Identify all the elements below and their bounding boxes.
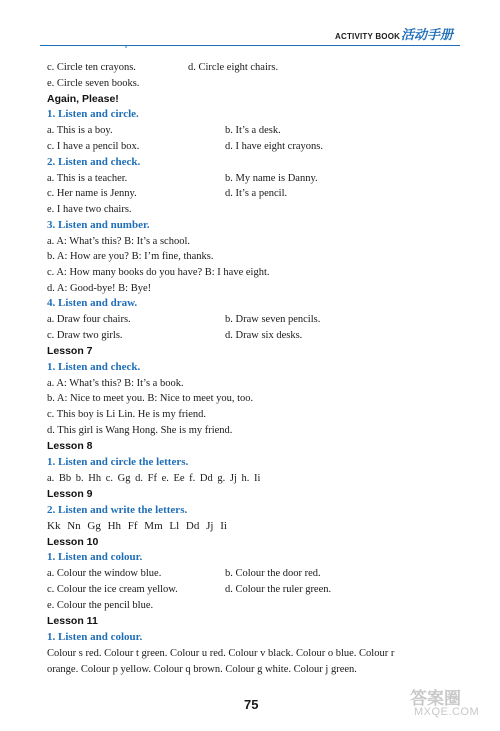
answer-line: c. I have a pencil box.: [47, 141, 140, 152]
exercise-title: 4. Listen and draw.: [47, 297, 138, 309]
exercise-title: 1. Listen and colour.: [47, 631, 143, 643]
answer-line: a. A: What’s this? B: It’s a book.: [47, 378, 184, 389]
answer-line: b. A: How are you? B: I’m fine, thanks.: [47, 251, 214, 262]
exercise-title: 1. Listen and circle the letters.: [47, 456, 189, 468]
answer-line: a. A: What’s this? B: It’s a school.: [47, 236, 191, 247]
answer-line: a. Colour the window blue.: [47, 568, 162, 579]
activity-book-label: ACTIVITY BOOK: [335, 32, 401, 41]
activity-book-cn-label: 活动手册: [401, 28, 454, 43]
answer-line: d. It’s a pencil.: [225, 188, 288, 199]
answer-line: e. I have two chairs.: [47, 204, 132, 215]
lesson-title: Lesson 8: [47, 440, 93, 452]
answer-line: c. Draw two girls.: [47, 330, 123, 341]
header-rule: [40, 45, 460, 46]
answer-line: e. Colour the pencil blue.: [47, 600, 154, 611]
answer-line: c. Her name is Jenny.: [47, 188, 137, 199]
answer-line: orange. Colour p yellow. Colour q brown. Colour g white. Colour j green.: [47, 664, 357, 675]
answer-line: d. This girl is Wang Hong. She is my friend.: [47, 425, 233, 436]
answer-line: c. This boy is Li Lin. He is my friend.: [47, 409, 207, 420]
exercise-title: 1. Listen and circle.: [47, 108, 139, 120]
exercise-title: 2. Listen and check.: [47, 156, 141, 168]
answer-line: a. This is a boy.: [47, 125, 113, 136]
answer-line: Colour s red. Colour t green. Colour u red. Colour v black. Colour o blue. Colour r: [47, 648, 395, 659]
answer-line: b. It’s a desk.: [225, 125, 281, 136]
lesson-title: Lesson 9: [47, 488, 93, 500]
exercise-title: 3. Listen and number.: [47, 219, 150, 231]
watermark-cn: 答案圈: [410, 689, 461, 709]
answer-line: b. A: Nice to meet you. B: Nice to meet you, too.: [47, 393, 254, 404]
lesson-title: Lesson 10: [47, 536, 99, 548]
answer-line: c. Colour the ice cream yellow.: [47, 584, 178, 595]
decorative-dot: [125, 46, 127, 48]
answer-line: c. A: How many books do you have? B: I have eight.: [47, 267, 270, 278]
answer-line: a. Bb b. Hh c. Gg d. Ff e. Ee f. Dd g. Jj h. Ii: [47, 473, 261, 484]
answer-line: d. Circle eight chairs.: [188, 62, 279, 73]
answer-line: d. A: Good-bye! B: Bye!: [47, 283, 152, 294]
exercise-title: 1. Listen and check.: [47, 361, 141, 373]
exercise-title: 2. Listen and write the letters.: [47, 504, 188, 516]
watermark-logo: [410, 684, 488, 724]
answer-line: a. This is a teacher.: [47, 173, 128, 184]
answer-line: b. Draw seven pencils.: [225, 314, 321, 325]
answer-line: a. Draw four chairs.: [47, 314, 131, 325]
answer-line: Kk Nn Gg Hh Ff Mm Ll Dd Jj Ii: [47, 520, 227, 532]
answer-line: d. Draw six desks.: [225, 330, 303, 341]
answer-line: d. I have eight crayons.: [225, 141, 323, 152]
lesson-title: Lesson 11: [47, 615, 98, 627]
section-title: Again, Please!: [47, 93, 119, 105]
page-number: 75: [244, 697, 259, 712]
exercise-title: 1. Listen and colour.: [47, 551, 143, 563]
answer-line: d. Colour the ruler green.: [225, 584, 332, 595]
answer-line: b. My name is Danny.: [225, 173, 318, 184]
answer-line: e. Circle seven books.: [47, 78, 140, 89]
answer-line: b. Colour the door red.: [225, 568, 321, 579]
answer-line: c. Circle ten crayons.: [47, 62, 136, 73]
lesson-title: Lesson 7: [47, 345, 93, 357]
watermark-url: MXQE.COM: [414, 706, 480, 718]
